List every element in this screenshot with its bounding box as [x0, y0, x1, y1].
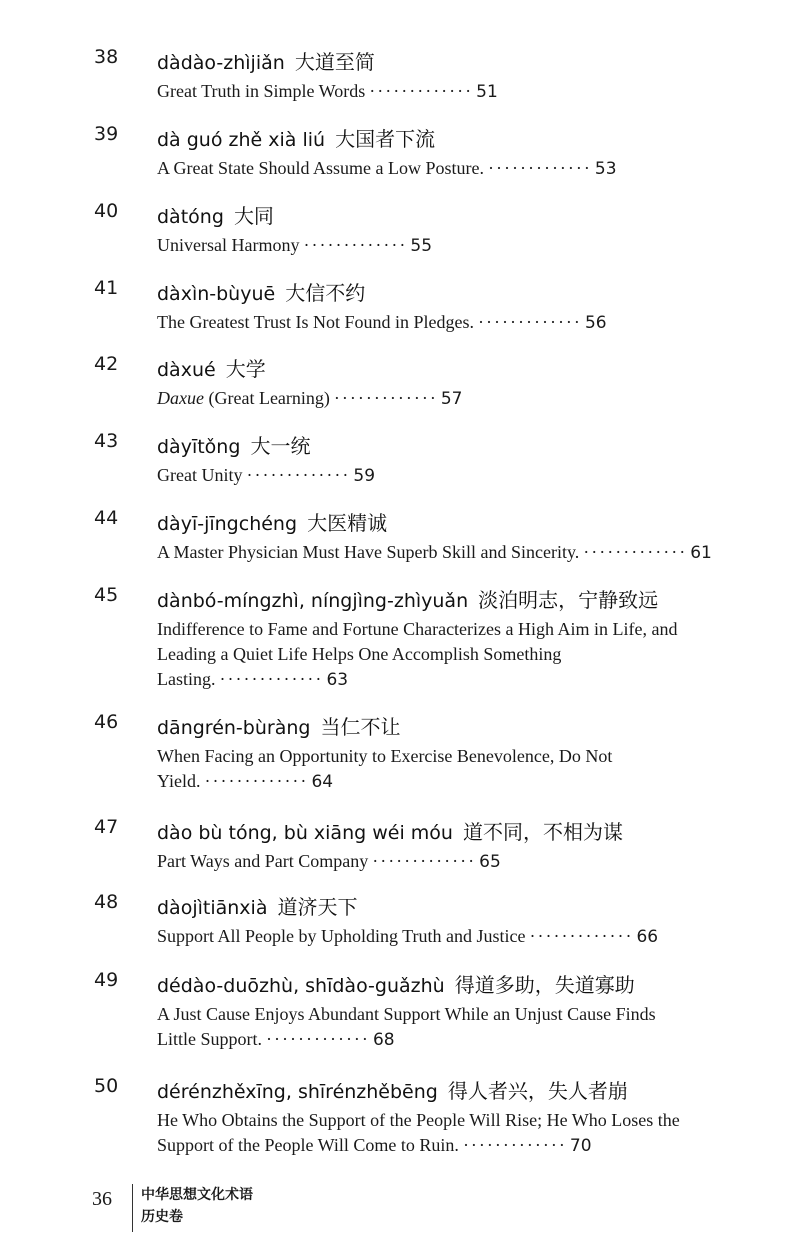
- entry-chinese: 得人者兴，失人者崩: [447, 1079, 628, 1103]
- leader-dots: ·············: [333, 388, 438, 408]
- entry-pinyin: dàyītǒng: [157, 436, 241, 458]
- entry-translation: [157, 310, 717, 336]
- leader-dots: ·············: [372, 851, 477, 871]
- entry-pinyin: dàxìn-bùyuē: [157, 283, 276, 305]
- entry-translation: [157, 617, 687, 693]
- entry-chinese: 得道多助，失道寡助: [454, 973, 635, 997]
- entry-page: 61: [690, 543, 712, 563]
- entry-chinese: 当仁不让: [320, 715, 401, 739]
- entry-term: [157, 507, 387, 536]
- entry-translation: [157, 849, 717, 875]
- entry-translation-text: The Greatest Trust Is Not Found in Pledges.: [157, 312, 474, 332]
- entry-pinyin: dāngrén-bùràng: [157, 717, 311, 739]
- entry-pinyin: dào bù tóng, bù xiāng wéi móu: [157, 822, 453, 844]
- entry-chinese: 道济天下: [277, 895, 358, 919]
- entry-page: 66: [636, 927, 659, 947]
- leader-dots: ·············: [529, 926, 634, 946]
- entry-pinyin: dédào-duōzhù, shīdào-guǎzhù: [157, 975, 445, 997]
- entry-page: 65: [479, 852, 501, 872]
- entry-translation-italic: Daxue: [157, 388, 204, 408]
- entry-term: [157, 123, 435, 152]
- entry-number: 47: [94, 816, 119, 838]
- entry-number: 44: [94, 507, 119, 529]
- entry-chinese: 道不同，不相为谋: [463, 820, 623, 844]
- entry-page: 56: [584, 313, 607, 333]
- entry-translation: [157, 924, 717, 950]
- entry-translation-text: Support All People by Upholding Truth and Justice: [157, 926, 526, 946]
- entry-translation-text: A Just Cause Enjoys Abundant Support While an Unjust Cause Finds Little Support.: [157, 1004, 656, 1049]
- entry-page: 53: [594, 159, 617, 179]
- entry-translation-text: A Great State Should Assume a Low Posture.: [157, 158, 484, 178]
- entry-number: 45: [94, 584, 119, 606]
- leader-dots: ·············: [219, 669, 324, 689]
- entry-term: [157, 969, 635, 998]
- entry-translation-text: Universal Harmony: [157, 235, 300, 255]
- entry-term: [157, 277, 365, 306]
- entry-translation-text: He Who Obtains the Support of the People Will Rise; He Who Loses the Support of the People Will Come to Ruin.: [157, 1110, 680, 1155]
- entry-chinese: 大学: [225, 357, 266, 381]
- leader-dots: ·············: [266, 1029, 370, 1049]
- leader-dots: ·············: [369, 81, 474, 101]
- entry-chinese: 大道至简: [294, 50, 375, 74]
- entry-term: [157, 816, 623, 845]
- entry-term: [157, 46, 375, 75]
- entry-pinyin: dérénzhěxīng, shīrénzhěbēng: [157, 1081, 438, 1103]
- entry-translation: [157, 233, 717, 259]
- entry-translation-text: A Master Physician Must Have Superb Skill and Sincerity.: [157, 542, 580, 562]
- entry-pinyin: dàtóng: [157, 206, 224, 228]
- entry-page: 63: [326, 670, 349, 690]
- entry-translation-text: Great Truth in Simple Words: [157, 81, 366, 101]
- entry-term: [157, 353, 266, 382]
- entry-pinyin: dàxué: [157, 359, 216, 381]
- entry-pinyin: dànbó-míngzhì, níngjìng-zhìyuǎn: [157, 590, 469, 612]
- entry-term: [157, 584, 658, 613]
- leader-dots: ·············: [583, 542, 688, 562]
- entry-page: 68: [372, 1030, 395, 1050]
- entry-pinyin: dà guó zhě xià liú: [157, 129, 326, 151]
- entry-translation: [157, 79, 717, 105]
- leader-dots: ·············: [487, 158, 592, 178]
- entry-term: [157, 200, 274, 229]
- entry-number: 49: [94, 969, 119, 991]
- leader-dots: ·············: [303, 235, 408, 255]
- leader-dots: ·············: [204, 771, 309, 791]
- entry-page: 57: [440, 389, 463, 409]
- entry-pinyin: dàojìtiānxià: [157, 897, 268, 919]
- entry-page: 64: [311, 772, 334, 792]
- entry-page: 59: [353, 466, 376, 486]
- entry-translation: [157, 540, 717, 566]
- entry-page: 70: [569, 1136, 592, 1156]
- entry-chinese: 淡泊明志，宁静致远: [478, 588, 659, 612]
- entry-chinese: 大信不约: [285, 281, 366, 305]
- entry-translation-text: Great Unity: [157, 465, 243, 485]
- entry-chinese: 大同: [233, 204, 274, 228]
- leader-dots: ·············: [462, 1135, 567, 1155]
- entry-term: [157, 430, 310, 459]
- entry-number: 40: [94, 200, 119, 222]
- entry-chinese: 大医精诚: [307, 511, 388, 535]
- entry-page: 51: [476, 82, 498, 102]
- entry-term: [157, 711, 401, 740]
- entry-term: [157, 891, 358, 920]
- entry-number: 39: [94, 123, 119, 145]
- entry-translation-text: Part Ways and Part Company: [157, 851, 369, 871]
- footer-divider: [132, 1184, 133, 1232]
- entry-chinese: 大国者下流: [335, 127, 436, 151]
- entry-number: 38: [94, 46, 119, 68]
- entry-translation-text: Indifference to Fame and Fortune Characterizes a High Aim in Life, and Leading a Quiet Life Helps One Accomplish Something Lasting.: [157, 619, 678, 689]
- page-number: 36: [92, 1188, 112, 1210]
- entry-number: 50: [94, 1075, 119, 1097]
- entry-translation: [157, 463, 717, 489]
- entry-translation-text: (Great Learning): [203, 388, 330, 408]
- entry-translation-text: When Facing an Opportunity to Exercise Benevolence, Do Not Yield.: [157, 746, 613, 791]
- entry-number: 48: [94, 891, 119, 913]
- entry-number: 42: [94, 353, 119, 375]
- entry-chinese: 大一统: [250, 434, 311, 458]
- running-title: [141, 1184, 253, 1228]
- entry-translation: [157, 1108, 707, 1159]
- entry-number: 46: [94, 711, 119, 733]
- entry-pinyin: dàyī-jīngchéng: [157, 513, 298, 535]
- entry-translation: [157, 156, 717, 182]
- entry-translation: [157, 386, 717, 412]
- entry-translation: [157, 744, 637, 795]
- entry-number: 41: [94, 277, 119, 299]
- running-title-line1: 中华思想文化术语: [141, 1187, 253, 1203]
- leader-dots: ·············: [246, 465, 351, 485]
- leader-dots: ·············: [478, 312, 582, 332]
- entry-pinyin: dàdào-zhìjiǎn: [157, 52, 285, 74]
- entry-number: 43: [94, 430, 119, 452]
- entry-translation: [157, 1002, 677, 1053]
- running-title-line2: 历史卷: [141, 1209, 183, 1225]
- entry-page: 55: [410, 236, 433, 256]
- entry-term: [157, 1075, 628, 1104]
